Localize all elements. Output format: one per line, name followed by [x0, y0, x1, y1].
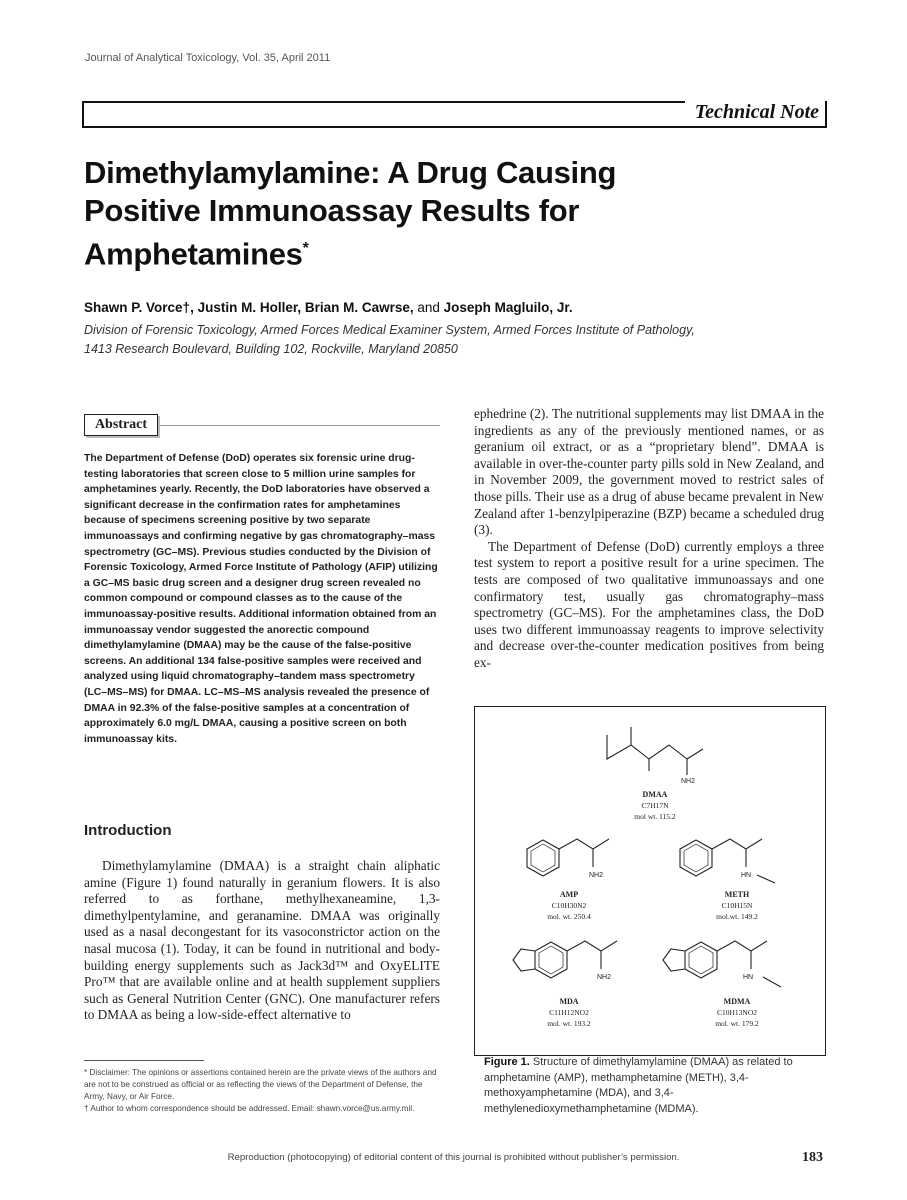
title-line-2-text: Positive Immunoassay Results for Amphetamines	[84, 193, 580, 272]
affiliation-line-1: Division of Forensic Toxicology, Armed Forces Medical Examiner System, Armed Forces Institute of Pathology,	[84, 323, 695, 337]
meth-amine-label: HN	[741, 872, 752, 879]
amp-name: AMP	[559, 890, 579, 899]
meth-formula: C10H15N	[721, 901, 753, 910]
authors-2: , Justin M. Holler, Brian M. Cawrse,	[190, 300, 414, 315]
mdma-mw: mol. wt. 179.2	[715, 1019, 759, 1028]
figure-caption	[484, 1055, 819, 1117]
chemical-structures	[475, 707, 825, 1055]
figure-caption-label: Figure 1.	[484, 1056, 530, 1068]
dmaa-structure	[607, 727, 703, 775]
authors-and: and	[413, 300, 444, 315]
author-1-mark: †	[182, 300, 191, 315]
dmaa-formula: C7H17N	[641, 801, 669, 810]
author-1: Shawn P. Vorce	[84, 300, 183, 315]
amp-formula: C10H30N2	[551, 901, 587, 910]
author-list	[84, 300, 573, 315]
amp-mw: mol. wt. 250.4	[547, 912, 591, 921]
section-label: Technical Note	[685, 101, 825, 124]
mdma-formula: C10H13NO2	[716, 1008, 758, 1017]
meth-name: METH	[724, 890, 750, 899]
title-line-2	[84, 192, 784, 273]
abstract-rule	[160, 425, 440, 426]
introduction-text: Dimethylamylamine (DMAA) is a straight chain aliphatic amine (Figure 1) found naturally in geranium flowers. It is also referred to as forthane, methylhexaneamine, 1,3-dimethylpentylamine, and geranamine. DMAA was originally used as a nasal decongestant for its vasoconstrictor action on the nasal mucosa (1). Today, it can be found in nutritional and body-building energy supplements such as Jack3d™ and OxyELITE Pro™ that are available online and at health supplement suppliers such as General Nutrition Center (GNC). One manufacturer refers to DMAA as being a low-side-effect alternative to	[84, 858, 440, 1023]
mda-name: MDA	[559, 997, 579, 1006]
abstract-text: The Department of Defense (DoD) operates six forensic urine drug-testing laboratories that screen close to 5 million urine samples for amphetamines yearly. Recently, the DoD laboratories have observed a significant decrease in the confirmation rates for amphetamines because of specimens screening positive by two separate immunoassays and confirming negative by gas chromatography–mass spectrometry (GC–MS). Previous studies conducted by the Division of Forensic Toxicology, Armed Force Institute of Pathology (AFIP) utilizing a GC–MS basic drug screen and a designer drug screen revealed no common compound or compound classes as to the cause of the immunoassay-positive results. Additional information obtained from an immunoassay vendor suggested the anorectic compound dimethylamylamine (DMAA) may be the cause of the false-positive screens. An additional 134 false-positive samples were received and analyzed using liquid chromatography–tandem mass spectrometry (LC–MS–MS) for DMAA. LC–MS–MS analysis revealed the presence of DMAA in 92.3% of the false-positive samples at a concentration of approximately 6.0 mg/L DMAA, causing a positive screen on both immunoassay kits.	[84, 453, 438, 745]
article-title	[84, 154, 784, 273]
journal-citation: Journal of Analytical Toxicology, Vol. 35, April 2011	[85, 52, 331, 64]
right-paragraph-2: The Department of Defense (DoD) currently employs a three test system to report a positive result for a urine specimen. The tests are composed of two qualitative immunoassays and one confirmatory test, usually gas chromatography–mass spectrometry (GC–MS). For the amphetamines class, the DoD uses two different immunoassay reagents to improve selectivity and decrease over-the-counter medication positives from being ex-	[474, 538, 824, 670]
mdma-structure	[663, 941, 781, 987]
meth-structure	[680, 839, 775, 883]
dmaa-amine-label: NH2	[681, 778, 696, 785]
affiliation-line-2: 1413 Research Boulevard, Building 102, Rockville, Maryland 20850	[84, 342, 458, 356]
dmaa-name: DMAA	[642, 790, 668, 799]
author-last: Joseph Magluilo, Jr.	[443, 300, 573, 315]
reproduction-notice: Reproduction (photocopying) of editorial content of this journal is prohibited without publisher’s permission.	[227, 1152, 680, 1163]
section-banner	[82, 101, 827, 128]
mdma-name: MDMA	[723, 997, 751, 1006]
figure-1	[474, 706, 826, 1056]
abstract-heading-box	[84, 414, 158, 436]
right-column-text	[474, 406, 824, 672]
footnote-correspondence: † Author to whom correspondence should be addressed. Email: shawn.vorce@us.army.mil.	[84, 1104, 415, 1113]
page-number: 183	[802, 1150, 823, 1165]
footnotes	[84, 1067, 444, 1115]
mda-mw: mol. wt. 193.2	[547, 1019, 591, 1028]
mda-structure	[513, 941, 617, 978]
mda-formula: C11H12NO2	[549, 1008, 589, 1017]
affiliation	[84, 321, 764, 359]
meth-mw: mol.wt. 149.2	[716, 912, 758, 921]
dmaa-mw: mol wt. 115.2	[634, 812, 676, 821]
mda-amine-label: NH2	[597, 974, 612, 981]
figure-caption-text: Structure of dimethylamylamine (DMAA) as related to amphetamine (AMP), methamphetamine (METH), 3,4-methoxyamphetamine (MDA), and 3,4-methylenedioxymethamphetamine (MDMA).	[484, 1056, 793, 1115]
mdma-amine-label: HN	[743, 974, 754, 981]
amp-structure	[527, 839, 609, 876]
right-paragraph-1: ephedrine (2). The nutritional supplements may list DMAA in the ingredients as any of the previously mentioned names, or as geranium oil extract, or as a “proprietary blend”. DMAA is available in over-the-counter party pills sold in New Zealand, and in November 2009, the government moved to restrict sales of those pills. Their use as a drug of abuse became prevalent in New Zealand after 1-benzylpiperazine (BZP) became a scheduled drug (3).	[474, 406, 824, 538]
title-line-1: Dimethylamylamine: A Drug Causing	[84, 155, 617, 190]
footnote-disclaimer: * Disclaimer: The opinions or assertions contained herein are the private views of the authors and are not to be construed as official or as reflecting the views of the Department of Defense, the Army, Navy, or Air Force.	[84, 1068, 437, 1101]
amp-amine-label: NH2	[589, 872, 604, 879]
abstract-heading: Abstract	[94, 417, 148, 432]
footnote-rule	[84, 1060, 204, 1061]
introduction-heading: Introduction	[84, 822, 172, 839]
title-footnote-mark: *	[302, 240, 309, 257]
